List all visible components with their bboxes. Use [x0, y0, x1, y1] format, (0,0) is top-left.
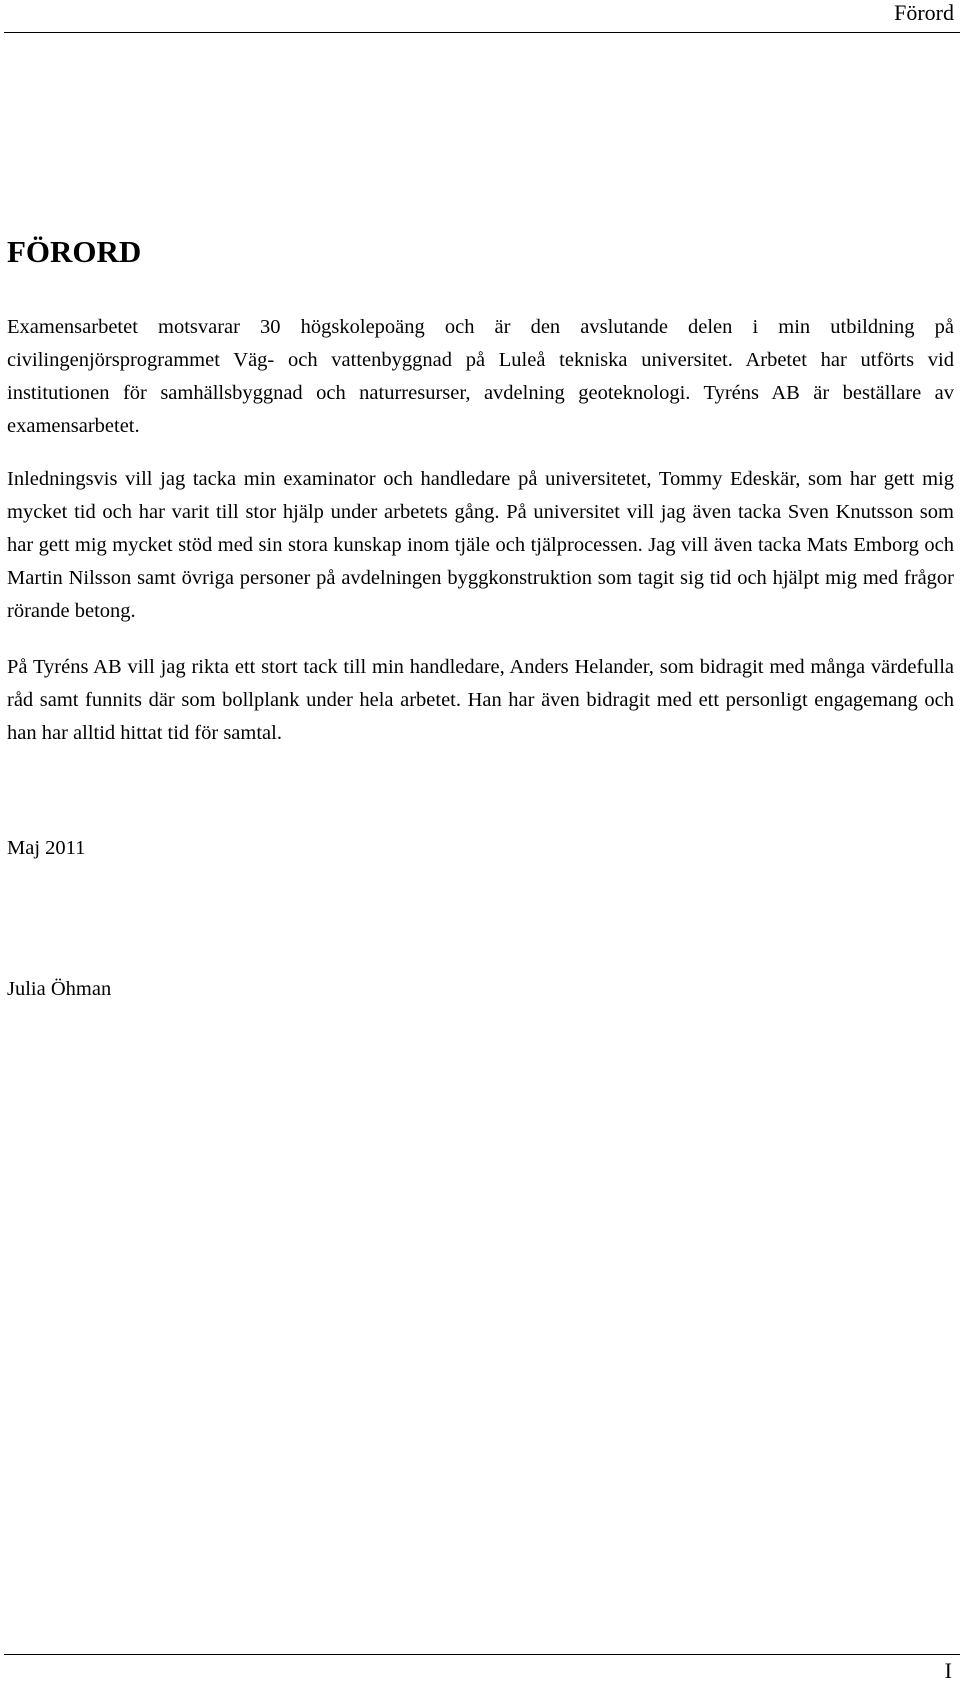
paragraph-university-thanks: Inledningsvis vill jag tacka min examinator och handledare på universitetet, Tommy Edeskär, som har gett mig mycket tid och har varit till stor hjälp under arbetets gång. På universitet vill jag även tacka Sven Knutsson som har gett mig mycket stöd med sin stora kunskap inom tjäle och tjälprocessen. Jag vill även tacka Mats Emborg och Martin Nilsson samt övriga personer på avdelningen byggkonstruktion som tagit sig tid och hjälpt mig med frågor rörande betong. [7, 468, 954, 622]
author-signature: Julia Öhman [7, 978, 112, 1000]
header-divider [4, 32, 960, 33]
running-header: Förord [894, 0, 954, 25]
paragraph-intro: Examensarbetet motsvarar 30 högskolepoäng och är den avslutande delen i min utbildning på civilingenjörsprogrammet Väg- och vattenbyggnad på Luleå tekniska universitet. Arbetet har utförts vid institutionen för samhällsbyggnad och naturresurser, avdelning geoteknologi. Tyréns AB är beställare av examensarbetet. [7, 316, 954, 437]
page-title: FÖRORD [7, 234, 142, 269]
paragraph-company-thanks: På Tyréns AB vill jag rikta ett stort tack till min handledare, Anders Helander, som bidragit med många värdefulla råd samt funnits där som bollplank under hela arbetet. Han har även bidragit med ett personligt engagemang och han har alltid hittat tid för samtal. [7, 656, 954, 744]
date-line: Maj 2011 [7, 837, 86, 859]
footer-divider [4, 1654, 960, 1655]
page-number: I [944, 1658, 952, 1683]
